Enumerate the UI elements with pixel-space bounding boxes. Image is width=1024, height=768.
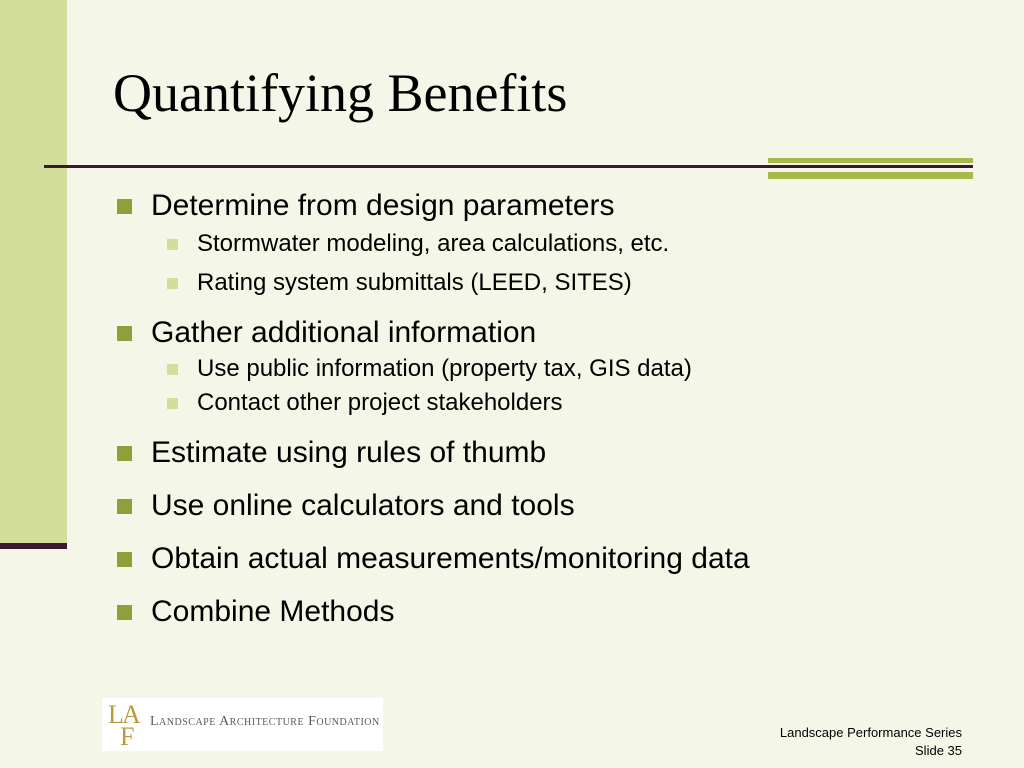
sub-bullet-item xyxy=(161,353,985,385)
square-bullet-icon xyxy=(117,199,132,214)
left-decorative-band xyxy=(0,0,67,546)
square-bullet-icon xyxy=(117,326,132,341)
monogram-letter: L xyxy=(108,700,124,729)
square-sub-bullet-icon xyxy=(167,364,178,375)
bullet-item xyxy=(115,539,985,579)
bullet-item xyxy=(115,486,985,526)
bullet-text: Determine from design parameters xyxy=(151,189,615,222)
laf-logo xyxy=(102,698,383,751)
slide-title: Quantifying Benefits xyxy=(113,63,568,123)
sub-bullet-item xyxy=(161,387,985,419)
square-sub-bullet-icon xyxy=(167,278,178,289)
logo-wordmark: Landscape Architecture Foundation xyxy=(150,714,380,729)
sub-bullet-item xyxy=(161,265,985,300)
bullet-item xyxy=(115,313,985,353)
bullet-item xyxy=(115,433,985,473)
bullet-text: Combine Methods xyxy=(151,595,395,628)
bullet-item xyxy=(115,186,985,226)
sub-bullet-text: Rating system submittals (LEED, SITES) xyxy=(197,269,632,296)
sub-bullet-item xyxy=(161,226,985,261)
square-sub-bullet-icon xyxy=(167,239,178,250)
bullet-text: Estimate using rules of thumb xyxy=(151,436,547,469)
accent-bar-bottom xyxy=(768,172,973,179)
left-band-divider xyxy=(0,543,67,549)
sub-bullet-text: Use public information (property tax, GIS data) xyxy=(197,355,692,382)
sub-bullet-list xyxy=(161,353,985,419)
bullet-text: Use online calculators and tools xyxy=(151,489,575,522)
title-rule xyxy=(44,165,973,168)
slide-number: Slide 35 xyxy=(915,743,962,758)
footer-caption xyxy=(780,724,962,760)
monogram-letter: A xyxy=(122,700,141,729)
series-name: Landscape Performance Series xyxy=(779,725,962,740)
square-bullet-icon xyxy=(117,446,132,461)
square-sub-bullet-icon xyxy=(167,398,178,409)
sub-bullet-list xyxy=(161,226,985,300)
sub-bullet-text: Contact other project stakeholders xyxy=(197,389,563,416)
monogram-letter: F xyxy=(120,722,135,751)
square-bullet-icon xyxy=(117,499,132,514)
bullet-text: Gather additional information xyxy=(151,316,537,349)
bullet-text: Obtain actual measurements/monitoring data xyxy=(151,542,750,575)
square-bullet-icon xyxy=(117,552,132,567)
accent-bar-top xyxy=(768,158,973,163)
square-bullet-icon xyxy=(117,605,132,620)
laf-monogram xyxy=(106,700,142,751)
bullet-list xyxy=(115,186,985,632)
sub-bullet-text: Stormwater modeling, area calculations, etc. xyxy=(197,230,670,257)
bullet-item xyxy=(115,592,985,632)
